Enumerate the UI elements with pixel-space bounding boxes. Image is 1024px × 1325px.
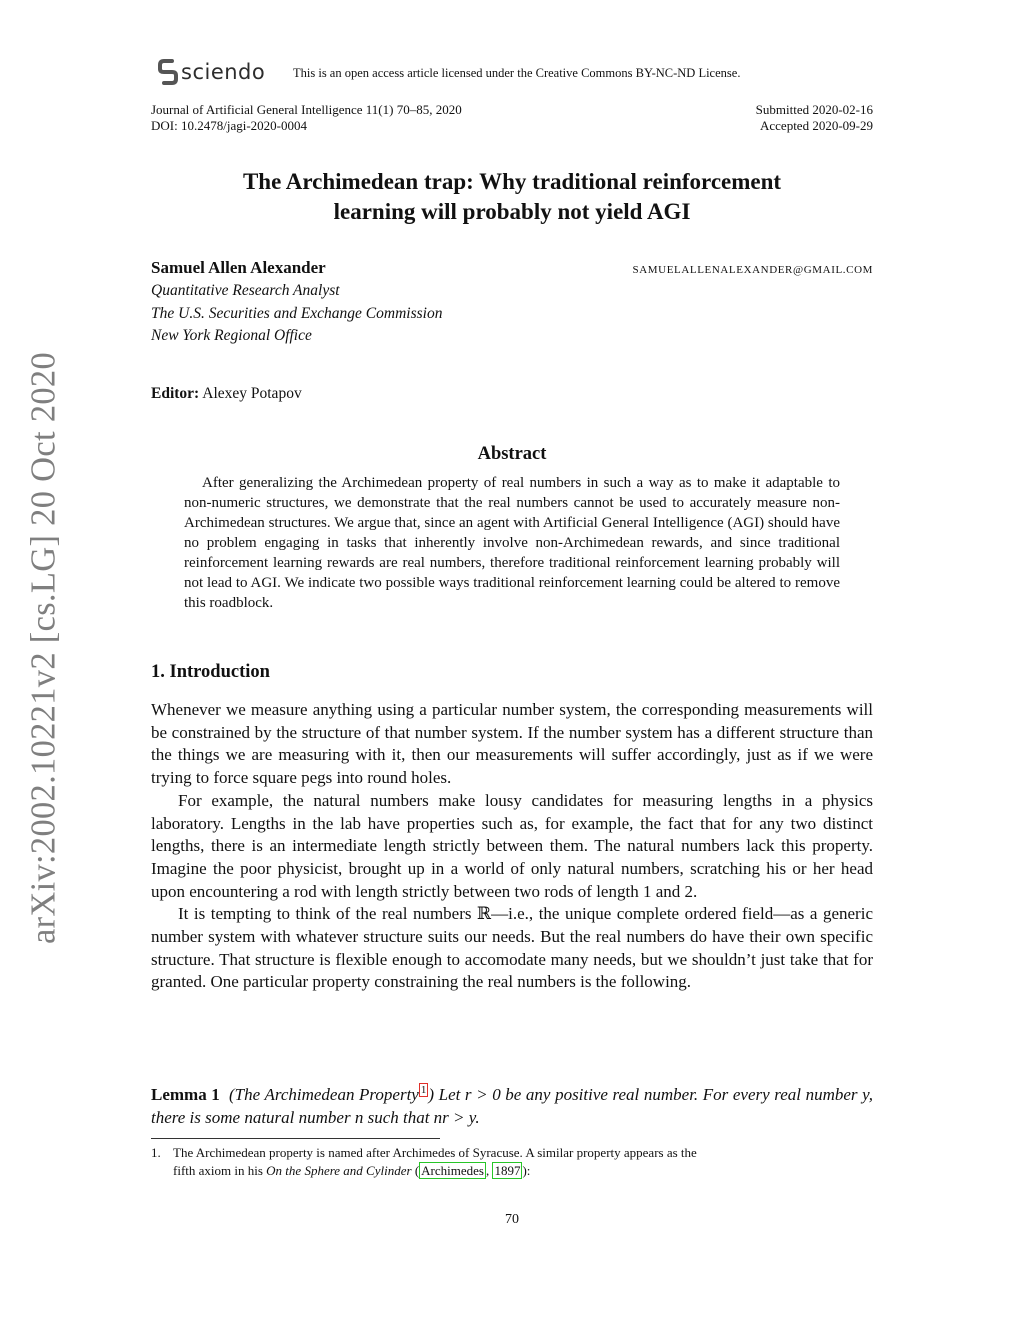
- publisher-name: sciendo: [181, 60, 266, 84]
- footnote-book-title: On the Sphere and Cylinder: [266, 1163, 412, 1178]
- author-affiliations: [151, 280, 442, 348]
- editor-name: Alexey Potapov: [202, 385, 302, 402]
- lemma-1: [151, 1084, 873, 1129]
- footnote-rule: [151, 1138, 440, 1139]
- author-email-text: SAMUELALLENALEXANDER@GMAIL.COM: [632, 264, 873, 276]
- dates: [756, 102, 873, 134]
- footnote-number: 1.: [151, 1145, 161, 1160]
- citation-year-link[interactable]: 1897: [494, 1163, 521, 1178]
- footnote-1: 1. The Archimedean property is named after Archimedes of Syracuse. A similar property appears as the fifth axiom in his On the Sphere and Cylinder ( Archimedes , 1897 ):: [151, 1145, 697, 1178]
- introduction-body: [151, 699, 873, 994]
- author-email: [633, 262, 873, 277]
- editor-label: Editor:: [151, 385, 200, 402]
- affiliation-line: Quantitative Research Analyst: [151, 282, 340, 299]
- journal-info: [151, 102, 462, 134]
- affiliation-line: New York Regional Office: [151, 327, 312, 344]
- submitted-date: Submitted 2020-02-16: [755, 102, 873, 117]
- journal-citation: Journal of Artificial General Intelligence 11(1) 70–85, 2020: [151, 102, 462, 117]
- accepted-date: Accepted 2020-09-29: [760, 118, 873, 133]
- lemma-name-open: (The Archimedean Property: [229, 1085, 419, 1104]
- page-number: 70: [505, 1212, 519, 1227]
- footnote-text-a: The Archimedean property is named after Archimedes of Syracuse. A similar property appears as the: [173, 1145, 697, 1160]
- section-heading-introduction: 1. Introduction: [151, 662, 270, 682]
- author-name: Samuel Allen Alexander: [151, 258, 326, 277]
- abstract-heading: Abstract: [477, 444, 547, 464]
- abstract-text: After generalizing the Archimedean property of real numbers in such a way as to make it adaptable to non-numeric structures, we demonstrate that the real numbers cannot be used to accurately measure non-Archimedean structures. We argue that, since an agent with Artificial General Intelligence (AGI) should have no problem engaging in tasks that inherently involve non-Archimedean rewards, and since traditional reinforcement learning rewards are real numbers, therefore traditional reinforcement learning probably will not lead to AGI. We indicate two possible ways traditional reinforcement learning could be altered to remove this roadblock.: [184, 475, 840, 611]
- footnote-text-b: fifth axiom in his: [173, 1163, 263, 1178]
- lemma-statement: Let r > 0 be any positive real number. For every real number y, there is some natural number n such that nr > y.: [151, 1085, 873, 1127]
- lemma-name-close: ): [428, 1085, 435, 1104]
- citation-author-link[interactable]: Archimedes: [421, 1163, 484, 1178]
- sciendo-logo-icon: [158, 58, 178, 86]
- publisher-logo: [158, 58, 265, 86]
- affiliation-line: The U.S. Securities and Exchange Commission: [151, 304, 443, 322]
- paragraph: Whenever we measure anything using a particular number system, the corresponding measurements will be constrained by the structure of that number system. If the number system has a different structure than the things we are measuring with it, then our measurements will suffer accordingly, just as if we were trying to force square pegs into round holes.: [151, 700, 873, 788]
- doi: DOI: 10.2478/jagi-2020-0004: [151, 118, 307, 133]
- title-line-2: learning will probably not yield AGI: [333, 199, 691, 224]
- arxiv-stamp: arXiv:2002.10221v2 [cs.LG] 20 Oct 2020: [24, 351, 63, 945]
- editor-line: [151, 385, 302, 403]
- footnote-text-end: ):: [522, 1163, 531, 1178]
- title-line-1: The Archimedean trap: Why traditional reinforcement: [242, 169, 782, 194]
- paper-title: [151, 167, 873, 227]
- license-notice: This is an open access article licensed under the Creative Commons BY-NC-ND License.: [293, 66, 741, 80]
- paragraph: It is tempting to think of the real numbers ℝ—i.e., the unique complete ordered field—as a generic number system with whatever structure suits our needs. But the real numbers do have their own specific structure. That structure is flexible enough to accomodate many needs, but we shouldn’t just take that for granted. One particular property constraining the real numbers is the following.: [151, 904, 873, 992]
- lemma-label: Lemma 1: [151, 1085, 220, 1104]
- footnote-ref-link[interactable]: 1: [420, 1084, 427, 1097]
- paragraph: For example, the natural numbers make lousy candidates for measuring lengths in a physics laboratory. Lengths in the lab have properties such as, for example, the fact that for any two distinct lengths, there is an intermediate length strictly between them. The natural numbers lack this property. Imagine the poor physicist, brought up in a world of only natural numbers, scratching his or her head upon encountering a rod with length strictly between two rods of length 1 and 2.: [151, 790, 873, 901]
